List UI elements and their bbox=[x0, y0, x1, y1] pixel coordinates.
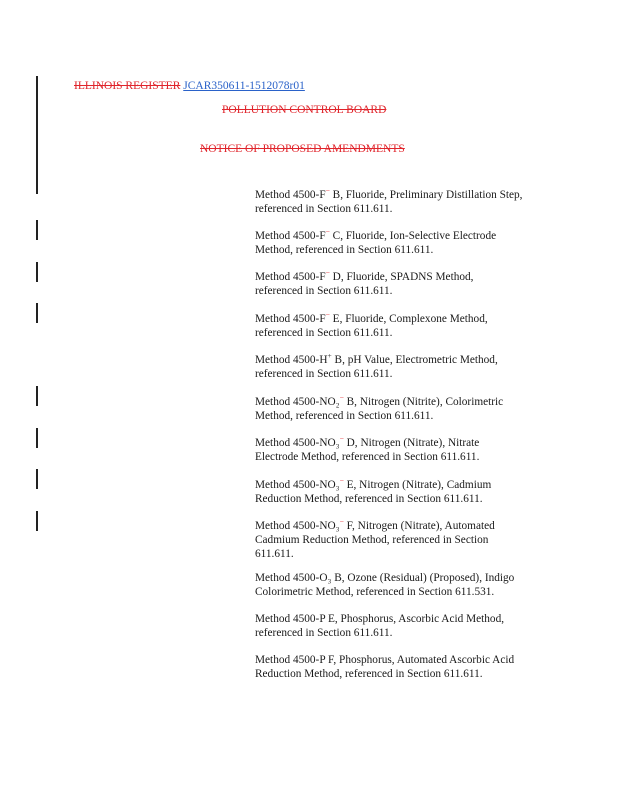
list-item: Method 4500-H+ B, pH Value, Electrometric Method, referenced in Section 611.611. bbox=[255, 351, 498, 380]
list-item: Method 4500-NO₃− E, Nitrogen (Nitrate), Cadmium Reduction Method, referenced in Section 611.611. bbox=[255, 476, 492, 505]
revision-bar bbox=[36, 386, 38, 406]
list-item: Method 4500-F− C, Fluoride, Ion-Selective Electrode Method, referenced in Section 611.611. bbox=[255, 227, 497, 256]
register-header bbox=[74, 80, 305, 92]
list-item: Method 4500-NO₃− F, Nitrogen (Nitrate), Automated Cadmium Reduction Method, referenced in Section 611.611. bbox=[255, 517, 495, 560]
list-item: Method 4500-NO₃− D, Nitrogen (Nitrate), Nitrate Electrode Method, referenced in Section 611.611. bbox=[255, 434, 480, 463]
list-item: Method 4500-P F, Phosphorus, Automated Ascorbic Acid Reduction Method, referenced in Section 611.611. bbox=[255, 654, 515, 680]
revision-bar bbox=[36, 469, 38, 489]
list-item: Method 4500-O₃ B, Ozone (Residual) (Proposed), Indigo Colorimetric Method, referenced in Section 611.531. bbox=[255, 572, 515, 598]
list-item: Method 4500-P E, Phosphorus, Ascorbic Acid Method, referenced in Section 611.611. bbox=[255, 613, 505, 639]
notice-title: NOTICE OF PROPOSED AMENDMENTS bbox=[200, 143, 405, 155]
revision-bar bbox=[36, 303, 38, 323]
register-inserted-text: JCAR350611-1512078r01 bbox=[183, 80, 305, 92]
register-struck-text: ILLINOIS REGISTER bbox=[74, 80, 181, 92]
list-item: Method 4500-F− B, Fluoride, Preliminary Distillation Step, referenced in Section 611.611. bbox=[255, 186, 523, 215]
revision-bar bbox=[36, 220, 38, 240]
revision-bar bbox=[36, 76, 38, 194]
list-item: Method 4500-F− E, Fluoride, Complexone Method, referenced in Section 611.611. bbox=[255, 310, 488, 339]
revision-bar bbox=[36, 511, 38, 531]
board-title: POLLUTION CONTROL BOARD bbox=[222, 104, 387, 116]
list-item: Method 4500-NO₂− B, Nitrogen (Nitrite), Colorimetric Method, referenced in Section 611.611. bbox=[255, 393, 504, 422]
revision-bar bbox=[36, 262, 38, 282]
list-item: Method 4500-F− D, Fluoride, SPADNS Method, referenced in Section 611.611. bbox=[255, 268, 474, 297]
revision-bar bbox=[36, 428, 38, 448]
